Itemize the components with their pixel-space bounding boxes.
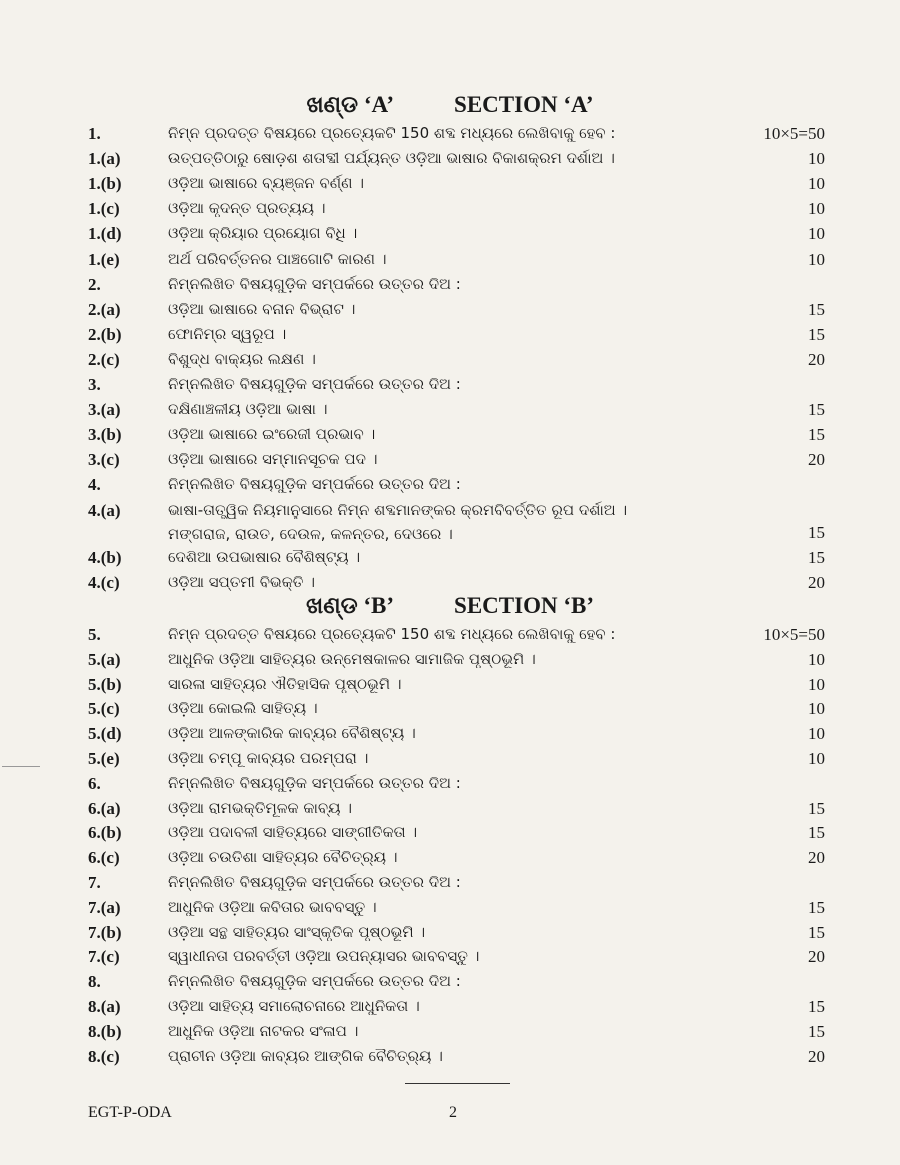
question-row [0, 625, 900, 650]
question-marks: 15 [808, 425, 825, 445]
question-marks: 10 [808, 174, 825, 194]
question-number: 4.(b) [88, 548, 122, 567]
question-number: 8. [88, 972, 101, 992]
question-number: 1.(c) [88, 199, 120, 219]
question-marks: 10 [808, 649, 825, 669]
question-text: ନିମ୍ନ ପ୍ରଦତ୍ତ ବିଷୟରେ ପ୍ରତ୍ୟେକଟି 150 ଶବ୍ଦ ମଧ୍ୟରେ ଲେଖିବାକୁ ହେବ : [168, 625, 616, 643]
q4a-marks: 15 [808, 523, 825, 542]
page-number: 2 [449, 1104, 457, 1121]
question-number: 7.(c) [88, 947, 120, 967]
question-text: ସ୍ୱାଧୀନତା ପରବର୍ତ୍ତୀ ଓଡ଼ିଆ ଉପନ୍ୟାସର ଭାବବସ୍ତୁ । [168, 947, 480, 966]
question-number: 8.(c) [88, 1046, 120, 1066]
question-number: 5. [88, 625, 101, 644]
question-text: ନିମ୍ନଲିଖିତ ବିଷୟଗୁଡ଼ିକ ସମ୍ପର୍କରେ ଉତ୍ତର ଦିଅ : [168, 375, 461, 393]
question-text: ଓଡ଼ିଆ ଚଉତିଶା ସାହିତ୍ୟର ବୈଚିତ୍ର୍ୟ । [168, 848, 398, 867]
question-row [0, 997, 900, 1022]
question-text: ନିମ୍ନ ପ୍ରଦତ୍ତ ବିଷୟରେ ପ୍ରତ୍ୟେକଟି 150 ଶବ୍ଦ ମଧ୍ୟରେ ଲେଖିବାକୁ ହେବ : [168, 124, 616, 142]
question-marks: 10 [808, 674, 825, 694]
question-row [0, 174, 900, 199]
question-marks: 10 [808, 724, 825, 744]
section-b-heading [0, 593, 900, 619]
question-number: 6.(a) [88, 798, 121, 818]
question-marks: 15 [808, 823, 825, 843]
question-marks: 15 [808, 299, 825, 319]
question-number: 8.(b) [88, 1021, 122, 1041]
question-marks: 20 [808, 450, 825, 470]
question-number: 1. [88, 124, 101, 143]
question-row [0, 799, 900, 824]
question-marks: 10 [808, 749, 825, 768]
question-row [0, 300, 900, 325]
question-text: ଭାଷା-ତାତ୍ତ୍ୱିକ ନିୟମାନୁସାରେ ନିମ୍ନ ଶବ୍ଦମାନଙ୍କର କ୍ରମବିବର୍ତ୍ତିତ ରୂପ ଦର୍ଶାଅ । [168, 500, 628, 519]
question-number: 4. [88, 475, 101, 495]
question-row [0, 947, 900, 972]
question-number: 8.(a) [88, 997, 121, 1016]
question-row [0, 774, 900, 799]
question-number: 5.(e) [88, 749, 120, 768]
question-text: ଉତ୍ପତ୍ତିଠାରୁ ଷୋଡ଼ଶ ଶତାବ୍ଦୀ ପର୍ଯ୍ୟନ୍ତ ଓଡ଼ିଆ ଭାଷାର ବିକାଶକ୍ରମ ଦର୍ଶାଅ । [168, 149, 615, 168]
question-number: 5.(b) [88, 674, 122, 694]
question-number: 1.(e) [88, 249, 120, 269]
question-text: ଓଡ଼ିଆ ଚମ୍ପୂ କାବ୍ୟର ପରମ୍ପରା । [168, 749, 369, 767]
question-text: ନିମ୍ନଲିଖିତ ବିଷୟଗୁଡ଼ିକ ସମ୍ପର୍କରେ ଉତ୍ତର ଦିଅ : [168, 873, 461, 891]
question-text: ଅର୍ଥ ପରିବର୍ତ୍ତନର ପାଞ୍ଚଗୋଟି କାରଣ । [168, 249, 387, 268]
question-text: ବିଶୁଦ୍ଧ ବାକ୍ୟର ଲକ୍ଷଣ । [168, 349, 316, 368]
question-text: ଓଡ଼ିଆ ସାହିତ୍ୟ ସମାଲୋଚନାରେ ଆଧୁନିକତା । [168, 997, 420, 1015]
paper-code: EGT-P-ODA [88, 1104, 172, 1121]
question-number: 7. [88, 873, 101, 892]
question-marks: 15 [808, 897, 825, 917]
question-marks: 10 [808, 249, 825, 269]
question-row [0, 823, 900, 848]
question-text: ଓଡ଼ିଆ ରାମଭକ୍ତିମୂଳକ କାବ୍ୟ । [168, 798, 353, 817]
question-row [0, 675, 900, 700]
question-marks: 10 [808, 199, 825, 219]
question-row [0, 972, 900, 997]
question-row [0, 501, 900, 526]
question-row [0, 124, 900, 149]
question-text: ଦେଶିଆ ଉପଭାଷାର ବୈଶିଷ୍ଟ୍ୟ । [168, 548, 361, 566]
question-marks: 10 [808, 699, 825, 719]
question-text: ଓଡ଼ିଆ ସନ୍ଥ ସାହିତ୍ୟର ସାଂସ୍କୃତିକ ପୃଷ୍ଠଭୂମି । [168, 922, 426, 941]
question-marks: 15 [808, 922, 825, 942]
question-text: ଓଡ଼ିଆ ଭାଷାରେ ସମ୍ମାନସୂଚକ ପଦ । [168, 450, 378, 469]
question-number: 2.(b) [88, 324, 122, 344]
question-number: 6.(c) [88, 848, 120, 868]
question-number: 2. [88, 274, 101, 294]
question-row [0, 548, 900, 573]
question-row [0, 650, 900, 675]
question-text: ଆଧୁନିକ ଓଡ଼ିଆ ନାଟକର ସଂଳାପ । [168, 1021, 359, 1040]
question-row [0, 873, 900, 898]
question-text: ଆଧୁନିକ ଓଡ଼ିଆ ସାହିତ୍ୟର ଉନ୍ମେଷକାଳର ସାମାଜିକ ପୃଷ୍ଠଭୂମି । [168, 649, 536, 668]
question-text: ନିମ୍ନଲିଖିତ ବିଷୟଗୁଡ଼ିକ ସମ୍ପର୍କରେ ଉତ୍ତର ଦିଅ : [168, 972, 461, 991]
section-b-english: SECTION ‘B’ [454, 593, 594, 618]
question-row [0, 199, 900, 224]
question-row [0, 149, 900, 174]
question-marks: 10 [808, 224, 825, 244]
question-marks: 20 [808, 1046, 825, 1066]
question-row [0, 250, 900, 275]
q4a-marks-row [0, 523, 900, 548]
question-number: 3.(b) [88, 425, 122, 445]
question-row [0, 350, 900, 375]
question-number: 5.(c) [88, 699, 120, 719]
margin-mark [2, 766, 40, 767]
question-text: ଓଡ଼ିଆ କୋଇଲି ସାହିତ୍ୟ । [168, 699, 318, 718]
question-number: 3. [88, 375, 101, 394]
section-a-heading [0, 92, 900, 118]
question-marks: 15 [808, 798, 825, 818]
question-number: 4.(c) [88, 573, 120, 592]
question-marks: 15 [808, 324, 825, 344]
question-number: 2.(c) [88, 349, 120, 369]
question-text: ଓଡ଼ିଆ ସପ୍ତମୀ ବିଭକ୍ତି । [168, 573, 316, 591]
question-row [0, 325, 900, 350]
question-number: 7.(a) [88, 897, 121, 917]
question-text: ପ୍ରାଚୀନ ଓଡ଼ିଆ କାବ୍ୟର ଆଙ୍ଗିକ ବୈଚିତ୍ର୍ୟ । [168, 1046, 443, 1065]
question-marks: 15 [808, 400, 825, 420]
question-number: 1.(d) [88, 224, 122, 244]
question-number: 5.(d) [88, 724, 122, 744]
question-text: ଓଡ଼ିଆ ଭାଷାରେ ବନାନ ବିଭ୍ରାଟ । [168, 299, 356, 318]
question-marks: 20 [808, 848, 825, 868]
question-row [0, 699, 900, 724]
question-row [0, 224, 900, 249]
question-marks: 10×5=50 [763, 625, 825, 644]
question-marks: 10 [808, 149, 825, 169]
question-text: ନିମ୍ନଲିଖିତ ବିଷୟଗୁଡ଼ିକ ସମ୍ପର୍କରେ ଉତ୍ତର ଦିଅ : [168, 475, 461, 494]
question-number: 4.(a) [88, 500, 121, 520]
question-text: ଆଧୁନିକ ଓଡ଼ିଆ କବିତାର ଭାବବସ୍ତୁ । [168, 897, 377, 916]
question-row [0, 923, 900, 948]
question-text: ଫୋନିମ୍‌ର ସ୍ୱରୂପ । [168, 324, 287, 343]
question-text: ଓଡ଼ିଆ କୃଦନ୍ତ ପ୍ରତ୍ୟୟ । [168, 199, 326, 218]
question-text: ନିମ୍ନଲିଖିତ ବିଷୟଗୁଡ଼ିକ ସମ୍ପର୍କରେ ଉତ୍ତର ଦିଅ : [168, 274, 461, 293]
question-marks: 20 [808, 573, 825, 592]
question-row [0, 275, 900, 300]
question-row [0, 400, 900, 425]
question-text: ଓଡ଼ିଆ ଆଳଙ୍କାରିକ କାବ୍ୟର ବୈଶିଷ୍ଟ୍ୟ । [168, 724, 416, 743]
question-number: 6.(b) [88, 823, 122, 843]
question-marks: 20 [808, 947, 825, 967]
question-marks: 15 [808, 997, 825, 1016]
question-text: ଓଡ଼ିଆ ଭାଷାରେ ବ୍ୟଞ୍ଜନ ବର୍ଣ୍ଣ । [168, 174, 364, 193]
question-number: 2.(a) [88, 299, 121, 319]
question-text: ଓଡ଼ିଆ ଭାଷାରେ ଇଂରେଜୀ ପ୍ରଭାବ । [168, 425, 376, 444]
question-row [0, 898, 900, 923]
question-row [0, 848, 900, 873]
question-number: 3.(c) [88, 450, 120, 470]
question-marks: 20 [808, 349, 825, 369]
question-number: 1.(a) [88, 149, 121, 169]
question-number: 7.(b) [88, 922, 122, 942]
question-number: 5.(a) [88, 649, 121, 669]
question-row [0, 475, 900, 500]
question-row [0, 450, 900, 475]
question-row [0, 724, 900, 749]
question-text: ସାରଳା ସାହିତ୍ୟର ଐତିହାସିକ ପୃଷ୍ଠଭୂମି । [168, 674, 402, 693]
question-row [0, 425, 900, 450]
question-number: 1.(b) [88, 174, 122, 194]
bottom-rule [405, 1083, 510, 1084]
question-row [0, 375, 900, 400]
question-marks: 10×5=50 [763, 124, 825, 143]
question-number: 6. [88, 773, 101, 793]
question-row [0, 1022, 900, 1047]
question-number: 3.(a) [88, 400, 121, 420]
question-marks: 15 [808, 548, 825, 567]
question-text: ଓଡ଼ିଆ କ୍ରିୟାର ପ୍ରୟୋଗ ବିଧି । [168, 224, 358, 243]
question-text: ନିମ୍ନଲିଖିତ ବିଷୟଗୁଡ଼ିକ ସମ୍ପର୍କରେ ଉତ୍ତର ଦିଅ : [168, 773, 461, 792]
section-a-english: SECTION ‘A’ [454, 92, 594, 117]
question-text: ଦକ୍ଷିଣାଞ୍ଚଳୀୟ ଓଡ଼ିଆ ଭାଷା । [168, 400, 328, 419]
question-row [0, 1047, 900, 1072]
q4a-words: ମଙ୍ଗରାଜ, ରାଉତ, ଦେଉଳ, କଳନ୍ତର, ଦେଓରେ । [168, 525, 453, 543]
section-a-odia: ଖଣ୍ଡ ‘A’ [306, 92, 395, 117]
question-marks: 15 [808, 1021, 825, 1041]
question-text: ଓଡ଼ିଆ ପଦାବଳୀ ସାହିତ୍ୟରେ ସାଙ୍ଗୀତିକତା । [168, 823, 418, 842]
question-row [0, 749, 900, 774]
section-b-odia: ଖଣ୍ଡ ‘B’ [306, 593, 395, 618]
